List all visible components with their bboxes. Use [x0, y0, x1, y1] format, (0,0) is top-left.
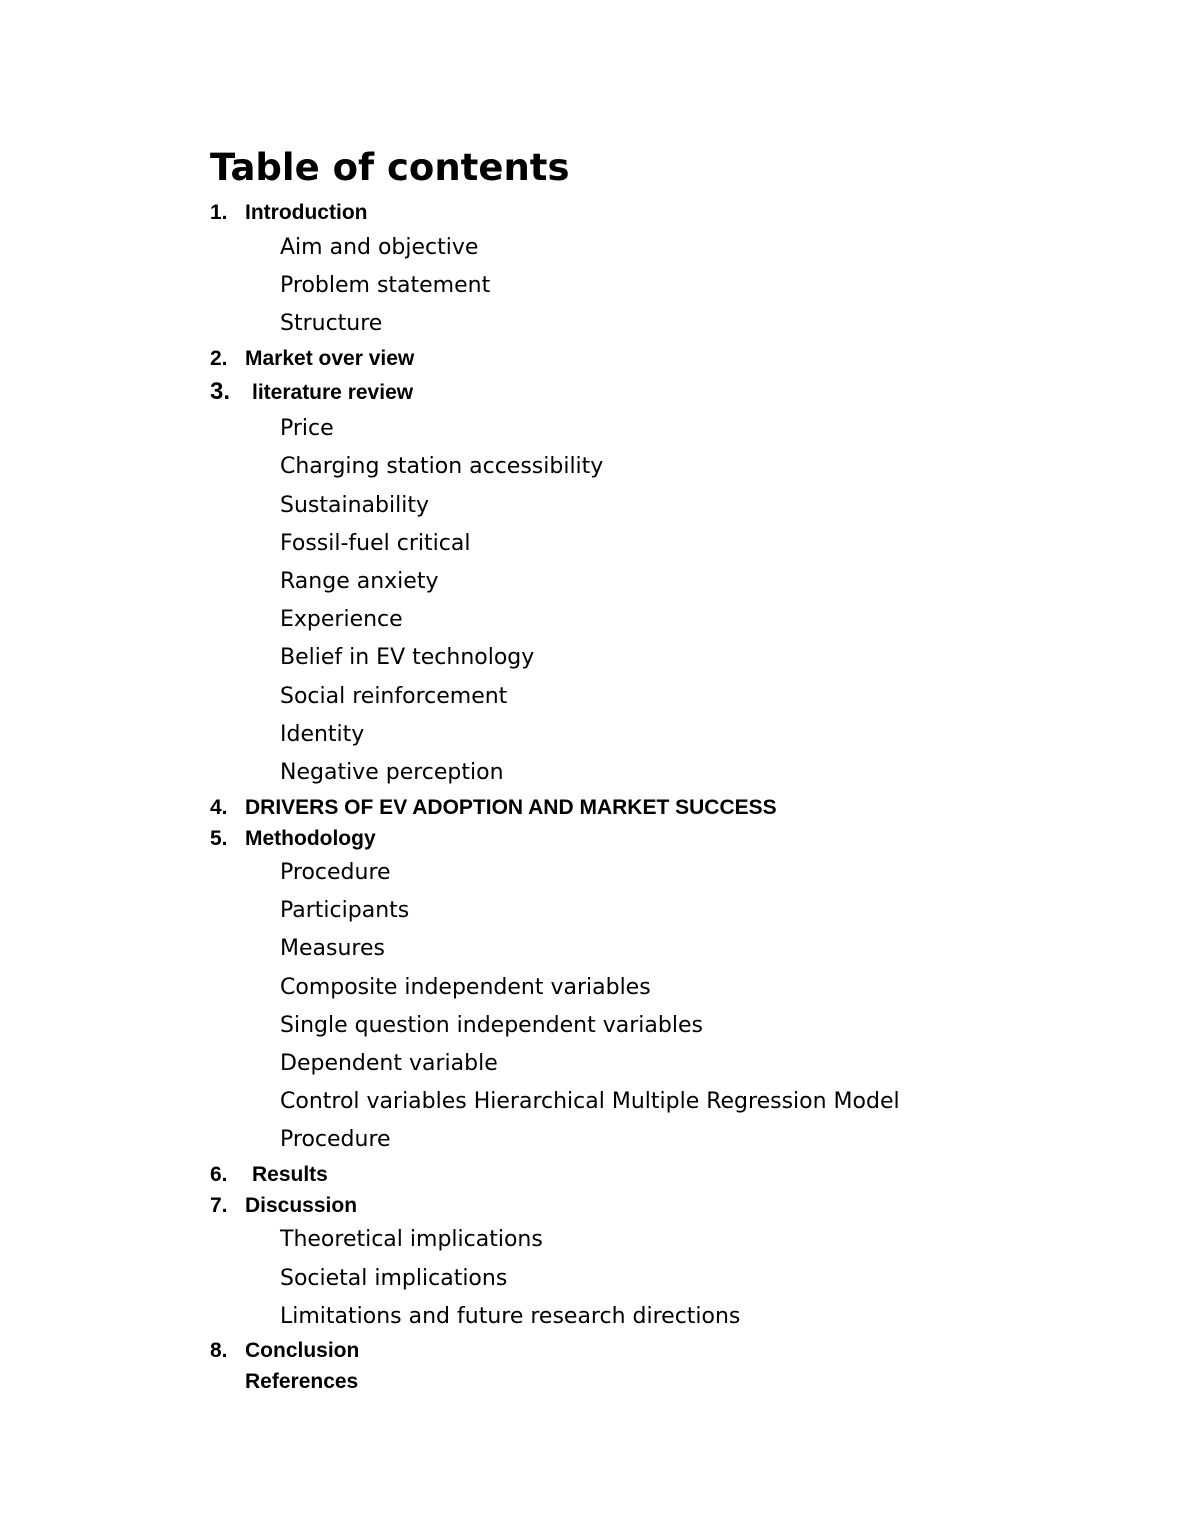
subsection-limitations-and-future-research: Limitations and future research directions — [280, 1304, 741, 1329]
section-number-4: 4. — [210, 796, 228, 819]
section-number-2: 2. — [210, 347, 228, 370]
section-number-6: 6. — [210, 1163, 228, 1186]
subsection-structure: Structure — [280, 311, 383, 336]
section-number-8: 8. — [210, 1339, 228, 1362]
subsection-procedure: Procedure — [280, 860, 391, 885]
section-label-market-overview: Market over view — [245, 347, 415, 370]
section-label-introduction: Introduction — [245, 201, 368, 224]
section-label-drivers-of-ev-adoption: DRIVERS OF EV ADOPTION AND MARKET SUCCESS — [245, 796, 777, 819]
section-label-discussion: Discussion — [245, 1194, 358, 1217]
subsection-problem-statement: Problem statement — [280, 273, 491, 298]
toc-title: Table of contents — [210, 146, 570, 189]
subsection-charging-station-accessibility: Charging station accessibility — [280, 454, 604, 479]
subsection-procedure-2: Procedure — [280, 1127, 391, 1152]
subsection-participants: Participants — [280, 898, 410, 923]
section-label-literature-review: literature review — [252, 381, 414, 404]
section-label-conclusion: Conclusion — [245, 1339, 360, 1362]
subsection-identity: Identity — [280, 722, 365, 747]
subsection-sustainability: Sustainability — [280, 493, 429, 518]
subsection-range-anxiety: Range anxiety — [280, 569, 439, 594]
subsection-price: Price — [280, 416, 334, 441]
subsection-measures: Measures — [280, 936, 385, 961]
subsection-aim-and-objective: Aim and objective — [280, 235, 479, 260]
subsection-single-question-independent-variables: Single question independent variables — [280, 1013, 703, 1038]
subsection-composite-independent-variables: Composite independent variables — [280, 975, 651, 1000]
subsection-fossil-fuel-critical: Fossil-fuel critical — [280, 531, 471, 556]
subsection-dependent-variable: Dependent variable — [280, 1051, 498, 1076]
subsection-experience: Experience — [280, 607, 403, 632]
section-number-5: 5. — [210, 827, 228, 850]
section-number-3: 3. — [210, 378, 231, 405]
section-number-7: 7. — [210, 1194, 228, 1217]
subsection-social-reinforcement: Social reinforcement — [280, 684, 508, 709]
subsection-belief-in-ev-technology: Belief in EV technology — [280, 645, 535, 670]
references-label: References — [245, 1370, 359, 1393]
subsection-control-variables: Control variables Hierarchical Multiple Regression Model — [280, 1089, 900, 1114]
section-label-methodology: Methodology — [245, 827, 376, 850]
section-number-1: 1. — [210, 201, 228, 224]
subsection-theoretical-implications: Theoretical implications — [280, 1227, 543, 1252]
subsection-societal-implications: Societal implications — [280, 1266, 508, 1291]
section-label-results: Results — [252, 1163, 328, 1186]
subsection-negative-perception: Negative perception — [280, 760, 504, 785]
